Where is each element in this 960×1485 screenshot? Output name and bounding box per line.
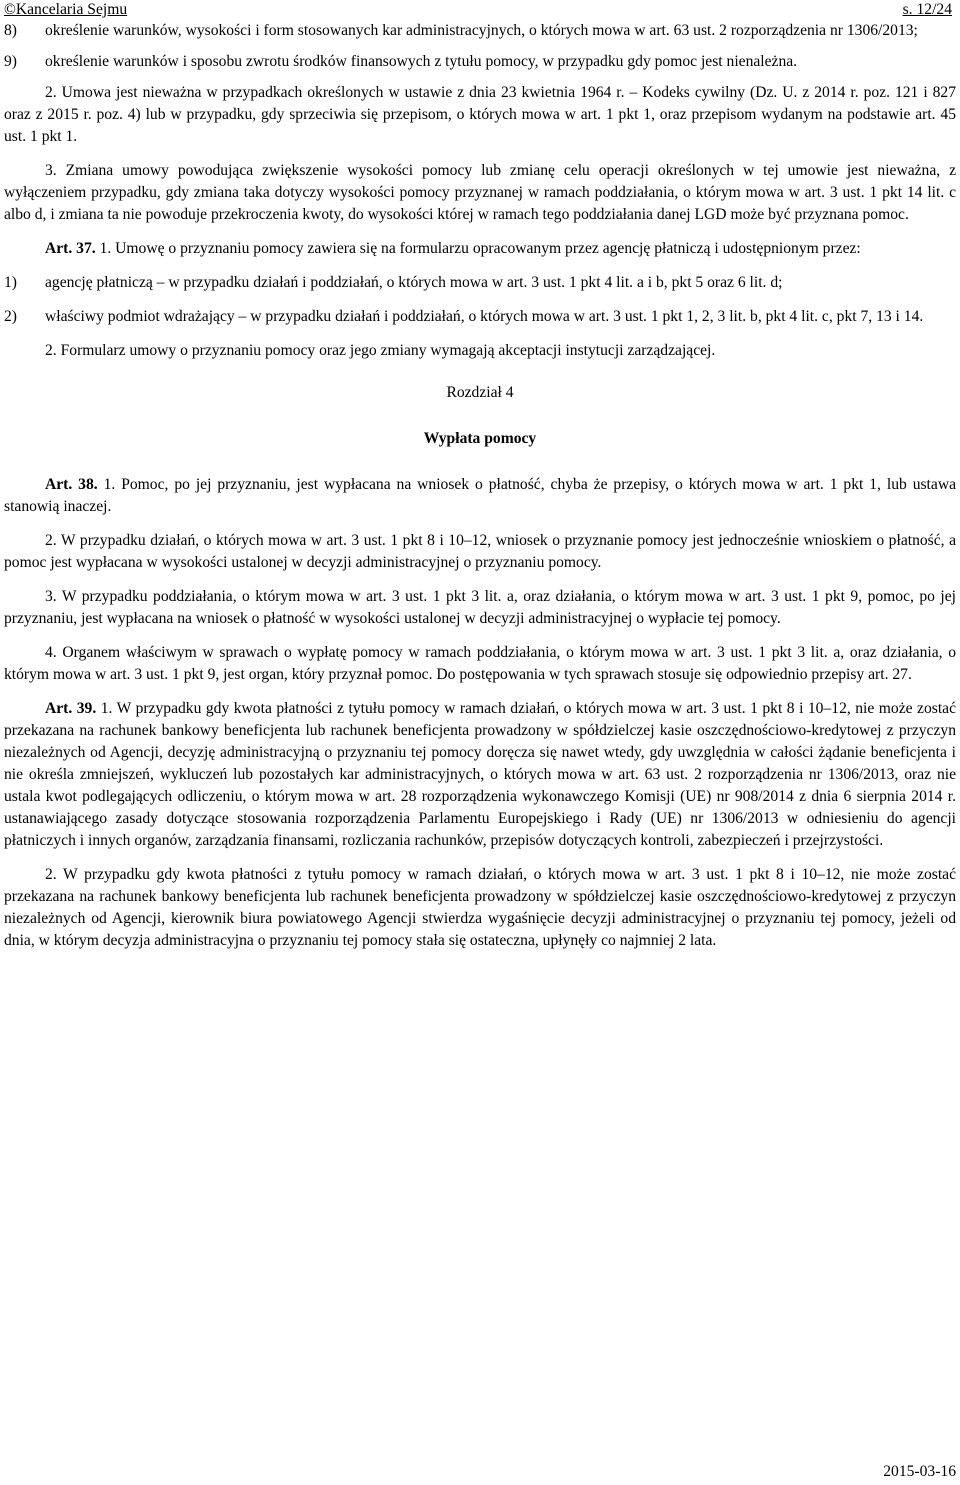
list-text: agencję płatniczą – w przypadku działań i poddziałań, o których mowa w art. 3 ust. 1 pkt 4 lit. a i b, pkt 5 oraz 6 lit. d; <box>45 274 783 291</box>
list-item <box>4 20 956 42</box>
article-text: 1. Pomoc, po jej przyznaniu, jest wypłacana na wniosek o płatność, chyba że przepisy, o których mowa w art. 1 pkt 1, lub ustawa stanowią inaczej. <box>4 476 956 515</box>
page-number[interactable]: s. 12/24 <box>902 1 952 18</box>
article-label: Art. 38. <box>45 476 98 493</box>
article-38 <box>4 474 956 518</box>
article-label: Art. 39. <box>45 700 97 717</box>
page-header <box>0 0 960 20</box>
paragraph-formularz: 2. Formularz umowy o przyznaniu pomocy oraz jego zmiany wymagają akceptacji instytucji zarządzającej. <box>45 342 716 359</box>
paragraph-umowa-nieważna: 2. Umowa jest nieważna w przypadkach określonych w ustawie z dnia 23 kwietnia 1964 r. – Kodeks cywilny (Dz. U. z 2014 r. poz. 121 i 827 oraz z 2015 r. poz. 4) lub w przypadku, gdy sprzeciwia się przepisom, o których mowa w art. 1 pkt 1, oraz przepisom wydanym na podstawie art. 45 ust. 1 pkt 1. <box>4 84 956 145</box>
article-39 <box>4 698 956 852</box>
list-text: określenie warunków i sposobu zwrotu środków finansowych z tytułu pomocy, w przypadku gdy pomoc jest nienależna. <box>45 53 798 70</box>
paragraph-art38-4: 4. Organem właściwym w sprawach o wypłatę pomocy w ramach poddziałania, o którym mowa w art. 3 ust. 1 pkt 3 lit. a, oraz działania, o którym mowa w art. 3 ust. 1 pkt 9, jest organ, który przyznał pomoc. Do postępowania w tych sprawach stosuje się odpowiednio przepisy art. 27. <box>4 644 956 683</box>
article-text: 1. W przypadku gdy kwota płatności z tytułu pomocy w ramach działań, o których mowa w art. 3 ust. 1 pkt 8 i 10–12, nie może zostać przekazana na rachunek bankowy beneficjenta lub rachunek beneficjenta prowadzony w spółdzielczej kasie oszczędnościowo-kredytowej z przyczyn niezależnych od Agencji, decyzję administracyjną o przyznaniu tej pomocy doręcza się nawet wtedy, gdy uwzględnia w całości żądanie beneficjenta i nie określa zmniejszeń, wykluczeń lub pozostałych kar administracyjnych, o których mowa w art. 63 ust. 2 rozporządzenia nr 1306/2013, oraz nie ustala kwot podlegających odliczeniu, o którym mowa w art. 28 rozporządzenia wykonawczego Komisji (UE) nr 908/2014 z dnia 6 sierpnia 2014 r. ustanawiającego zasady dotyczące stosowania rozporządzenia Parlamentu Europejskiego i Rady (UE) nr 1306/2013 w odniesieniu do agencji płatniczych i innych organów, zarządzania finansami, rozliczania rachunków, przepisów dotyczących kontroli, zabezpieczeń i przejrzystości. <box>4 700 957 849</box>
article-37 <box>4 238 956 260</box>
list-number: 9) <box>4 53 17 70</box>
list-item <box>4 306 956 328</box>
list-number: 2) <box>4 308 17 325</box>
article-text: 1. Umowę o przyznaniu pomocy zawiera się na formularzu opracowanym przez agencję płatniczą i udostępnionym przez: <box>95 240 861 257</box>
list-item <box>4 272 956 294</box>
paragraph-art38-3: 3. W przypadku poddziałania, o którym mowa w art. 3 ust. 1 pkt 3 lit. a, oraz działania, o którym mowa w art. 3 ust. 1 pkt 9, pomoc, po jej przyznaniu, jest wypłacana na wniosek o płatność w wysokości ustalonej w decyzji administracyjnej o wypłacie tej pomocy. <box>4 588 956 627</box>
chapter-title: Wypłata pomocy <box>423 430 537 447</box>
document-body <box>4 20 956 952</box>
list-number: 8) <box>4 22 17 39</box>
article-label: Art. 37. <box>45 240 96 257</box>
list-text: właściwy podmiot wdrażający – w przypadku działań i poddziałań, o których mowa w art. 3 ust. 1 pkt 1, 2, 3 lit. b, pkt 4 lit. c, pkt 7, 13 i 14. <box>45 308 924 325</box>
paragraph-zmiana-umowy: 3. Zmiana umowy powodująca zwiększenie wysokości pomocy lub zmianę celu operacji określonych w tej umowie jest nieważna, z wyłączeniem przypadku, gdy zmiana taka dotyczy wysokości pomocy przyznanej w ramach poddziałania, o którym mowa w art. 3 ust. 1 pkt 14 lit. c albo d, i zmiana ta nie powoduje przekroczenia kwoty, do wysokości której w ramach tego poddziałania danej LGD może być przyznana pomoc. <box>4 162 956 223</box>
list-item <box>4 51 956 73</box>
paragraph-art39-2: 2. W przypadku gdy kwota płatności z tytułu pomocy w ramach działań, o których mowa w art. 3 ust. 1 pkt 8 i 10–12, nie może zostać przekazana na rachunek bankowy beneficjenta lub rachunek beneficjenta prowadzony w spółdzielczej kasie oszczędnościowo-kredytowej z przyczyn niezależnych od Agencji, kierownik biura powiatowego Agencji stwierdza wygaśnięcie decyzji administracyjnej o przyznaniu tej pomocy, jeżeli od dnia, w którym decyzja administracyjna o przyznaniu tej pomocy stała się ostateczna, upłynęły co najmniej 2 lata. <box>4 866 956 949</box>
paragraph-art38-2: 2. W przypadku działań, o których mowa w art. 3 ust. 1 pkt 8 i 10–12, wniosek o przyznanie pomocy jest jednocześnie wnioskiem o płatność, a pomoc jest wypłacana w wysokości ustalonej w decyzji administracyjnej o przyznaniu pomocy. <box>4 532 956 571</box>
page-footer-date: 2015-03-16 <box>883 1463 956 1480</box>
copyright-link[interactable]: ©Kancelaria Sejmu <box>4 1 128 18</box>
list-number: 1) <box>4 274 17 291</box>
chapter-number: Rozdział 4 <box>446 384 514 401</box>
list-text: określenie warunków, wysokości i form stosowanych kar administracyjnych, o których mowa w art. 63 ust. 2 rozporządzenia nr 1306/2013; <box>45 22 918 39</box>
